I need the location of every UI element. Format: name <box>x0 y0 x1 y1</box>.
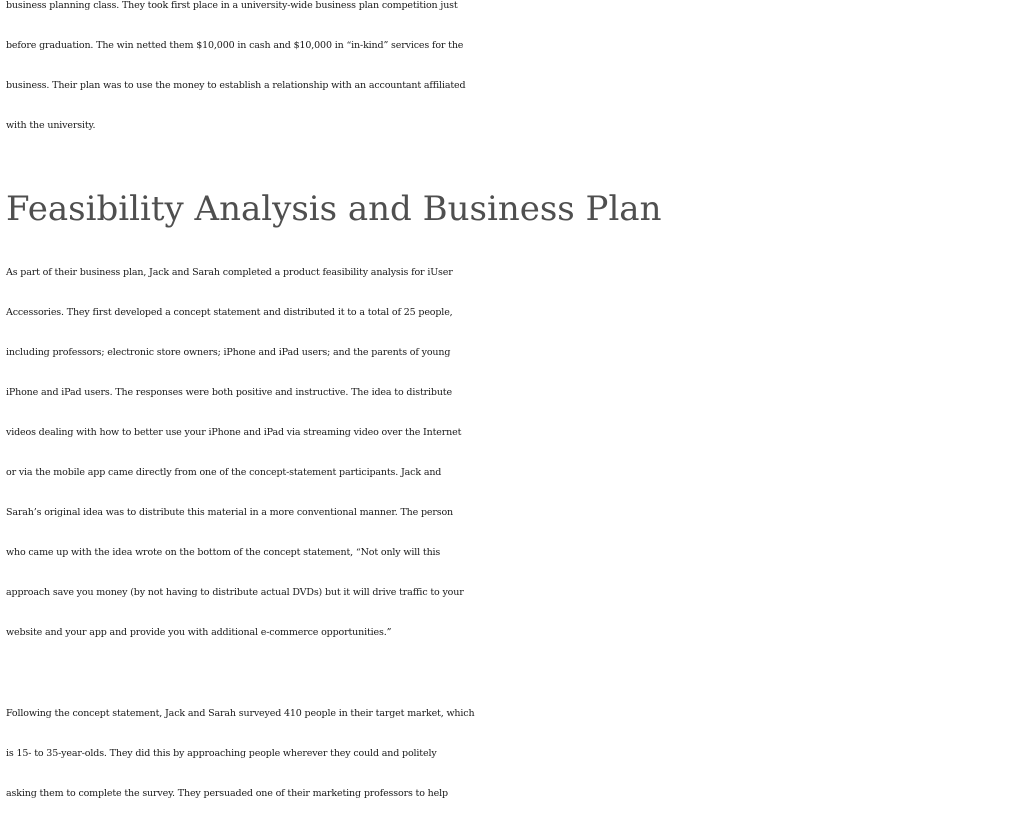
paragraph-line: Following the concept statement, Jack and Sarah surveyed 410 people in their target market, which <box>6 708 475 719</box>
paragraph-line: business planning class. They took first place in a university-wide business plan competition just <box>6 0 458 11</box>
paragraph-line: including professors; electronic store owners; iPhone and iPad users; and the parents of young <box>6 347 451 358</box>
paragraph-line: iPhone and iPad users. The responses were both positive and instructive. The idea to distribute <box>6 387 452 398</box>
paragraph-line: Sarah’s original idea was to distribute this material in a more conventional manner. The person <box>6 507 454 518</box>
section-heading: Feasibility Analysis and Business Plan <box>6 189 662 229</box>
paragraph-line: videos dealing with how to better use your iPhone and iPad via streaming video over the Internet <box>6 427 462 438</box>
paragraph-line: As part of their business plan, Jack and Sarah completed a product feasibility analysis for iUser <box>6 267 453 278</box>
paragraph-line: or via the mobile app came directly from one of the concept-statement participants. Jack and <box>6 467 442 478</box>
paragraph-line: approach save you money (by not having to distribute actual DVDs) but it will drive traffic to your <box>6 587 464 598</box>
paragraph-line: who came up with the idea wrote on the bottom of the concept statement, “Not only will this <box>6 547 441 558</box>
paragraph-line: Accessories. They first developed a concept statement and distributed it to a total of 25 people, <box>6 307 453 318</box>
paragraph-line: before graduation. The win netted them $10,000 in cash and $10,000 in “in-kind” services for the <box>6 40 464 51</box>
paragraph-line: asking them to complete the survey. They persuaded one of their marketing professors to help <box>6 788 448 799</box>
intro-paragraph <box>6 0 1022 146</box>
paragraph-line: is 15- to 35-year-olds. They did this by approaching people wherever they could and politely <box>6 748 437 759</box>
feasibility-paragraph <box>6 253 1022 653</box>
paragraph-line: business. Their plan was to use the money to establish a relationship with an accountant affiliated <box>6 80 466 91</box>
paragraph-line: website and your app and provide you with additional e-commerce opportunities.” <box>6 627 392 638</box>
paragraph-line: with the university. <box>6 120 96 131</box>
survey-paragraph <box>6 694 1022 813</box>
